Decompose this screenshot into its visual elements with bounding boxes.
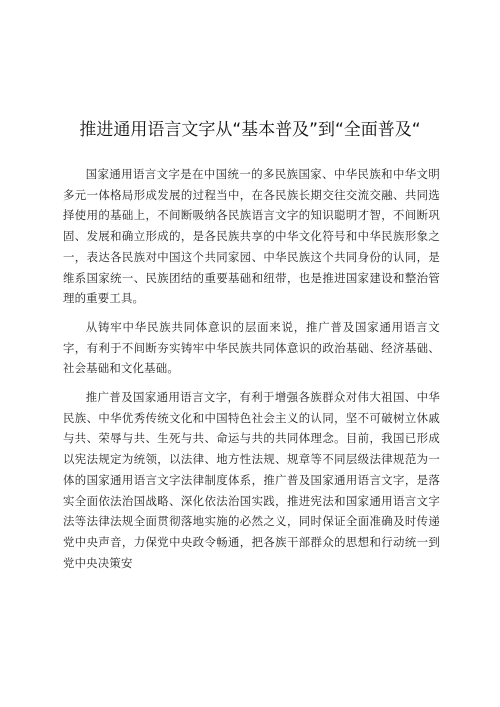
paragraph-3: 推广普及国家通用语言文字，有利于增强各族群众对伟大祖国、中华民族、中华优秀传统文化和中国特色社会主义的认同，坚不可破树立休戚与共、荣辱与共、生死与共、命运与共的共同体理念。目前，我国已形成以宪法规定为统领，以法律、地方性法规、规章等不同层级法律规范为一体的国家通用语言文字法律制度体系，推广普及国家通用语言文字，是落实全面依法治国战略、深化依法治国实践，推进宪法和国家通用语言文字法等法律法规全面贯彻落地实施的必然之义，同时保证全面准确及时传递党中央声音，力保党中央政令畅通，把各族干部群众的思想和行动统一到党中央决策安 xyxy=(63,390,440,570)
paragraph-2: 从铸牢中华民族共同体意识的层面来说，推广普及国家通用语言文字，有利于不间断夯实铸牢中华民族共同体意识的政治基础、经济基础、社会基础和文化基础。 xyxy=(63,319,440,376)
paragraph-1: 国家通用语言文字是在中国统一的多民族国家、中华民族和中华文明多元一体格局形成发展的过程当中，在各民族长期交往交流交融、共同选择使用的基础上，不间断吸纳各民族语言文字的知识聪明才智，不间断巩固、发展和确立形成的，是各民族共享的中华文化符号和中华民族形象之一，表达各民族对中国这个共同家园、中华民族这个共同身份的认同，是维系国家统一、民族团结的重要基础和纽带，也是推进国家建设和整治管理的重要工具。 xyxy=(63,167,440,306)
document-title: 推进通用语言文字从“基本普及”到“全面普及“ xyxy=(79,120,421,140)
document-body xyxy=(63,164,440,581)
